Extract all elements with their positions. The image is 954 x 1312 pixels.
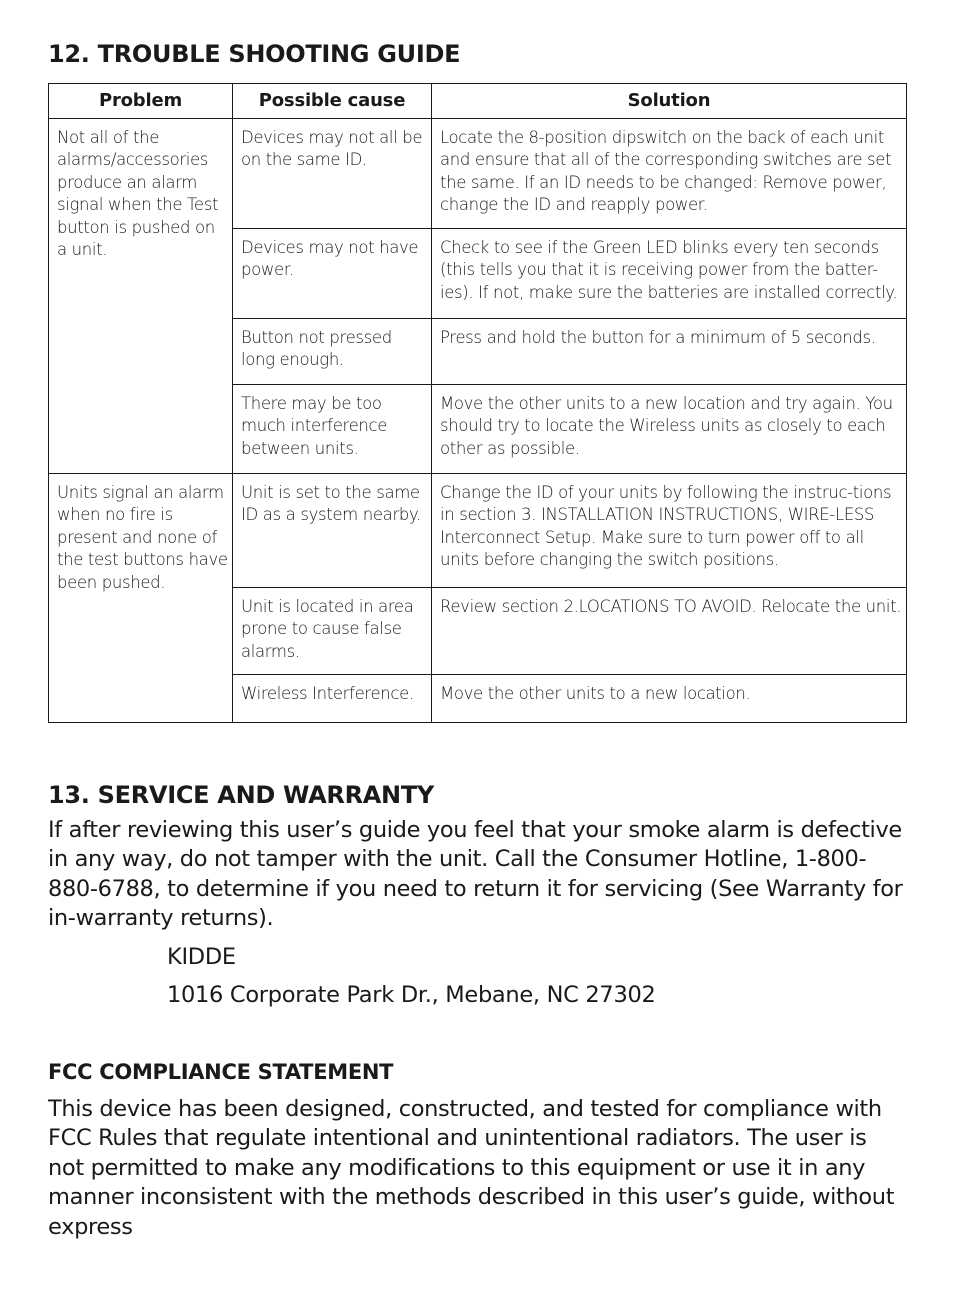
service-body: If after reviewing this user’s guide you feel that your smoke alarm is defective in any way, do not tamper with the unit. Call the Consumer Hotline, 1-800-880-6788, to determine if you need to return it for servicing (See Warranty for in-warranty returns). [48,816,903,932]
table-row [49,118,907,228]
company-address: 1016 Corporate Park Dr., Mebane, NC 27302 [167,981,656,1008]
cause-cell: Unit is set to the same ID as a system nearby. [233,473,432,587]
fcc-heading: FCC COMPLIANCE STATEMENT [48,1059,394,1084]
column-header-cause: Possible cause [233,83,432,118]
column-header-solution: Solution [432,83,907,118]
cause-cell: Wireless Interference. [233,674,432,722]
solution-cell: Locate the 8-position dipswitch on the back of each unit and ensure that all of the corresponding switches are set the same. If an ID needs to be changed: Remove power, change the ID and reapply power. [432,118,907,228]
solution-cell: Press and hold the button for a minimum of 5 seconds. [432,318,907,384]
problem-cell: Not all of the alarms/accessories produce an alarm signal when the Test button is pushed on a unit. [49,118,233,473]
solution-cell: Move the other units to a new location and try again. You should try to locate the Wireless units as closely to each other as possible. [432,384,907,473]
cause-cell: Devices may not all be on the same ID. [233,118,432,228]
fcc-body: This device has been designed, constructed, and tested for compliance with FCC Rules that regulate intentional and unintentional radiators. The user is not permitted to make any modifications to this equipment or use it in any manner inconsistent with the methods described in this user’s guide, without express [48,1095,895,1240]
table-row [49,473,907,587]
solution-cell: Change the ID of your units by following the instruc-tions in section 3. INSTALLATION INSTRUCTIONS, WIRE-LESS Interconnect Setup. Make sure to turn power off to all units before changing the switch positions. [432,473,907,587]
cause-cell: Devices may not have power. [233,228,432,318]
troubleshooting-heading: 12. TROUBLE SHOOTING GUIDE [48,40,461,68]
cause-cell: Button not pressed long enough. [233,318,432,384]
cause-cell: Unit is located in area prone to cause false alarms. [233,587,432,674]
service-heading: 13. SERVICE AND WARRANTY [48,780,434,809]
manual-page [48,40,906,1242]
problem-cell: Units signal an alarm when no fire is present and none of the test buttons have been pushed. [49,473,233,722]
solution-cell: Review section 2.LOCATIONS TO AVOID. Relocate the unit. [432,587,907,674]
table-header-row [49,83,907,118]
troubleshooting-table [48,83,907,723]
solution-cell: Check to see if the Green LED blinks every ten seconds (this tells you that it is receiving power from the batter-ies). If not, make sure the batteries are installed correctly. [432,228,907,318]
solution-cell: Move the other units to a new location. [432,674,907,722]
column-header-problem: Problem [49,83,233,118]
cause-cell: There may be too much interference between units. [233,384,432,473]
company-name: KIDDE [167,943,236,970]
